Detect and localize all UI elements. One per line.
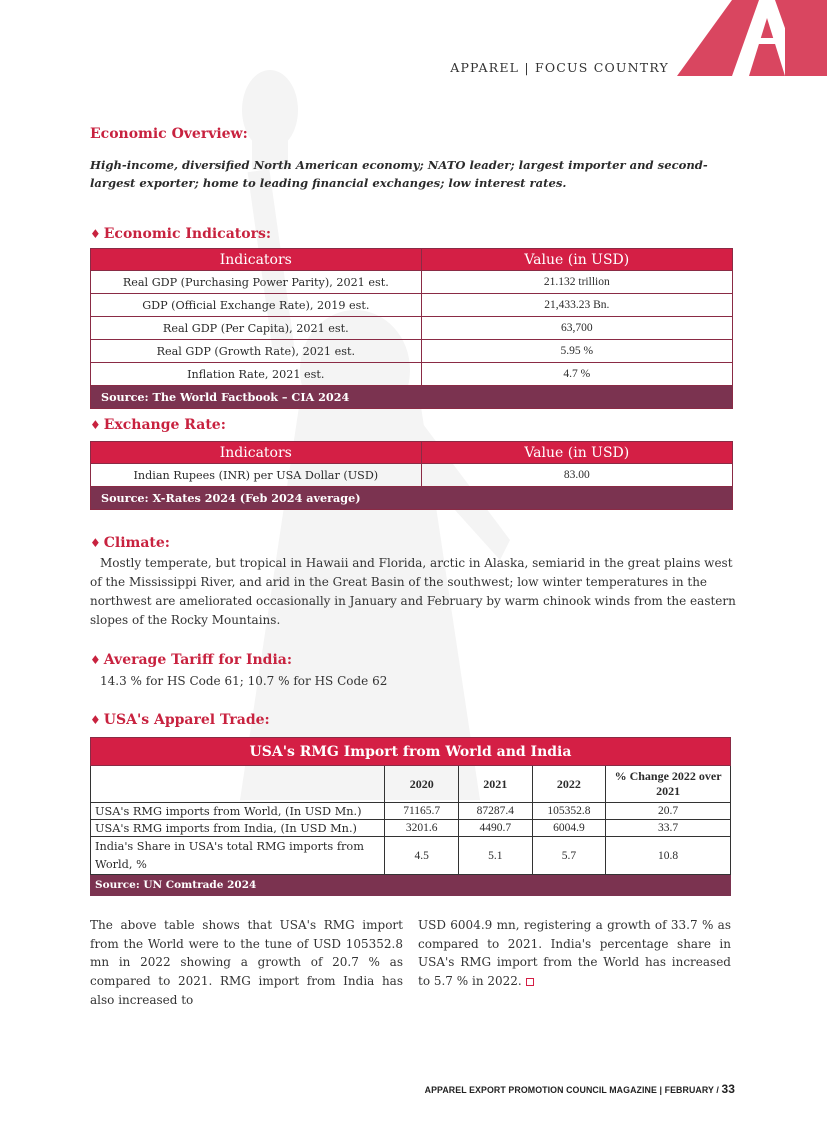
table-cell: 5.7 bbox=[532, 837, 606, 875]
table-cell: 33.7 bbox=[606, 820, 731, 837]
tariff-text: 14.3 % for HS Code 61; 10.7 % for HS Code 62 bbox=[100, 674, 388, 688]
exchange-rate-heading bbox=[90, 417, 226, 433]
table-cell: 10.8 bbox=[606, 837, 731, 875]
table-source: Source: X-Rates 2024 (Feb 2024 average) bbox=[91, 487, 733, 510]
indicator-name: GDP (Official Exchange Rate), 2019 est. bbox=[91, 294, 422, 317]
table-row bbox=[91, 363, 733, 386]
column-header: 2022 bbox=[532, 766, 606, 803]
table-cell: 4490.7 bbox=[458, 820, 532, 837]
summary-right-column bbox=[418, 916, 731, 991]
end-of-article-icon bbox=[526, 978, 534, 986]
column-header: Indicators bbox=[91, 249, 422, 271]
row-label: USA's RMG imports from India, (In USD Mn.) bbox=[91, 820, 385, 837]
indicator-value: 5.95 % bbox=[421, 340, 732, 363]
page-footer bbox=[425, 1082, 735, 1096]
table-row bbox=[91, 294, 733, 317]
exchange-rate-title: Exchange Rate: bbox=[103, 417, 226, 433]
table-cell: 6004.9 bbox=[532, 820, 606, 837]
table-row bbox=[91, 340, 733, 363]
indicator-value: 63,700 bbox=[421, 317, 732, 340]
indicator-name: Inflation Rate, 2021 est. bbox=[91, 363, 422, 386]
table-row bbox=[91, 837, 731, 875]
column-header: 2021 bbox=[458, 766, 532, 803]
indicator-value: 21.132 trillion bbox=[421, 271, 732, 294]
summary-left-column: The above table shows that USA's RMG import from the World were to the tune of USD 105352.8 mn in 2022 showing a growth of 20.7 % as compared to 2021. RMG import from India has also increased to bbox=[90, 918, 403, 1007]
footer-text: APPAREL EXPORT PROMOTION COUNCIL MAGAZINE | FEBRUARY / bbox=[424, 1085, 722, 1095]
table-cell: 20.7 bbox=[606, 803, 731, 820]
table-row bbox=[91, 803, 731, 820]
diamond-bullet-icon: ♦ bbox=[90, 713, 101, 727]
table-row bbox=[91, 820, 731, 837]
indicator-name: Indian Rupees (INR) per USA Dollar (USD) bbox=[91, 464, 422, 487]
table-row bbox=[91, 317, 733, 340]
row-label: India's Share in USA's total RMG imports from World, % bbox=[91, 837, 385, 875]
column-header: Indicators bbox=[91, 442, 422, 464]
economic-overview-intro: High-income, diversified North American economy; NATO leader; largest importer and second-largest exporter; home to leading financial exchanges; low interest rates. bbox=[90, 158, 708, 190]
economic-indicators-table bbox=[90, 248, 733, 409]
indicator-value: 21,433.23 Bn. bbox=[421, 294, 732, 317]
column-header bbox=[91, 766, 385, 803]
exchange-rate-table bbox=[90, 441, 733, 510]
diamond-bullet-icon: ♦ bbox=[90, 227, 101, 241]
table-cell: 87287.4 bbox=[458, 803, 532, 820]
climate-title: Climate: bbox=[103, 535, 170, 551]
table-cell: 3201.6 bbox=[385, 820, 459, 837]
summary-right-text: USD 6004.9 mn, registering a growth of 33.7 % as compared to 2021. India's percentage share in USA's RMG import from the World has increased to 5.7 % in 2022. bbox=[418, 918, 731, 989]
tariff-title: Average Tariff for India: bbox=[103, 652, 293, 668]
table-cell: 5.1 bbox=[458, 837, 532, 875]
climate-heading bbox=[90, 535, 170, 551]
table-cell: 4.5 bbox=[385, 837, 459, 875]
indicator-name: Real GDP (Growth Rate), 2021 est. bbox=[91, 340, 422, 363]
rmg-import-table bbox=[90, 737, 731, 896]
indicator-value: 83.00 bbox=[421, 464, 732, 487]
table-title: USA's RMG Import from World and India bbox=[91, 738, 731, 766]
section-label: APPAREL | FOCUS COUNTRY bbox=[450, 60, 669, 75]
column-header: Value (in USD) bbox=[421, 249, 732, 271]
apparel-logo bbox=[677, 0, 827, 76]
diamond-bullet-icon: ♦ bbox=[90, 536, 101, 550]
table-cell: 71165.7 bbox=[385, 803, 459, 820]
indicator-value: 4.7 % bbox=[421, 363, 732, 386]
column-header: % Change 2022 over 2021 bbox=[606, 766, 731, 803]
apparel-trade-title: USA's Apparel Trade: bbox=[103, 712, 270, 728]
tariff-heading bbox=[90, 652, 292, 668]
economic-indicators-heading bbox=[90, 226, 271, 242]
apparel-trade-heading bbox=[90, 712, 270, 728]
table-row bbox=[91, 271, 733, 294]
climate-text: Mostly temperate, but tropical in Hawaii and Florida, arctic in Alaska, semiarid in the great plains west of the Mississippi River, and arid in the Great Basin of the southwest; low winter temperatures in the northwest are ameliorated occasionally in January and February by warm chinook winds from the eastern slopes of the Rocky Mountains. bbox=[90, 556, 736, 627]
economic-indicators-title: Economic Indicators: bbox=[103, 226, 272, 242]
indicator-name: Real GDP (Purchasing Power Parity), 2021 est. bbox=[91, 271, 422, 294]
row-label: USA's RMG imports from World, (In USD Mn.) bbox=[91, 803, 385, 820]
table-source: Source: The World Factbook – CIA 2024 bbox=[91, 386, 733, 409]
indicator-name: Real GDP (Per Capita), 2021 est. bbox=[91, 317, 422, 340]
diamond-bullet-icon: ♦ bbox=[90, 418, 101, 432]
table-source: Source: UN Comtrade 2024 bbox=[91, 875, 731, 896]
economic-overview-heading: Economic Overview: bbox=[90, 126, 248, 142]
table-row bbox=[91, 464, 733, 487]
table-cell: 105352.8 bbox=[532, 803, 606, 820]
diamond-bullet-icon: ♦ bbox=[90, 653, 101, 667]
page-number: 33 bbox=[721, 1082, 735, 1096]
column-header: 2020 bbox=[385, 766, 459, 803]
column-header: Value (in USD) bbox=[421, 442, 732, 464]
